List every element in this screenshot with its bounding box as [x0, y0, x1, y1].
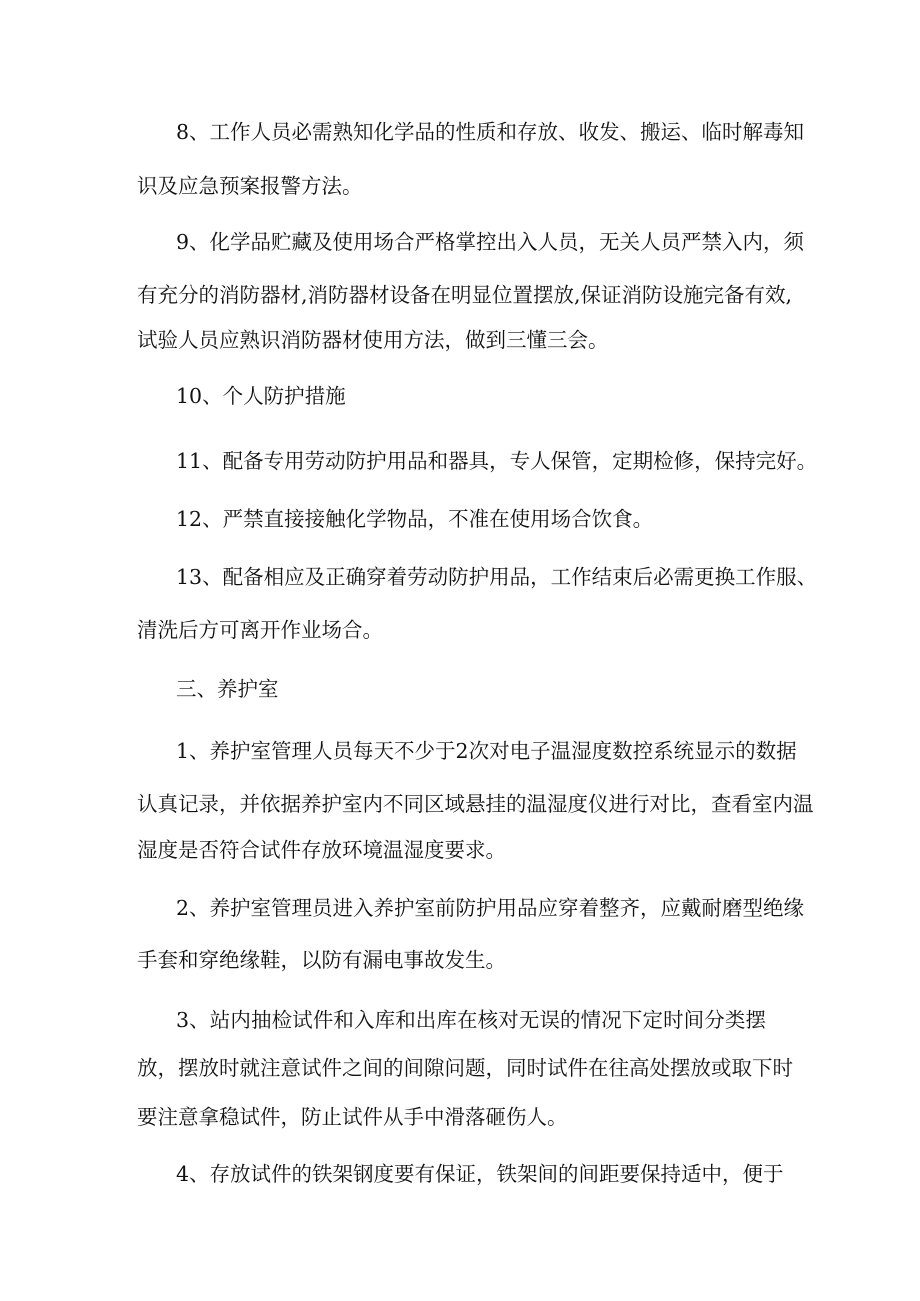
text-line: 8、工作人员必需熟知化学品的性质和存放、收发、搬运、临时解毒知 — [176, 120, 805, 144]
text-line: 湿度是否符合试件存放环境温湿度要求。 — [137, 838, 506, 862]
text-line: 清洗后方可离开作业场合。 — [137, 618, 383, 642]
text-line: 识及应急预案报警方法。 — [137, 174, 363, 198]
text-line: 有充分的消防器材,消防器材设备在明显位置摆放,保证消防设施完备有效, — [137, 283, 793, 307]
section-title: 三、养护室 — [176, 677, 279, 701]
text-line: 3、站内抽检试件和入库和出库在核对无误的情况下定时间分类摆 — [176, 1008, 766, 1032]
text-line: 试验人员应熟识消防器材使用方法，做到三懂三会。 — [137, 328, 609, 352]
text-line: 放，摆放时就注意试件之间的间隙问题，同时试件在往高处摆放或取下时 — [137, 1056, 793, 1080]
text-line: 要注意拿稳试件，防止试件从手中滑落砸伤人。 — [137, 1105, 568, 1129]
text-line: 12、严禁直接接触化学物品，不准在使用场合饮食。 — [176, 507, 654, 531]
text-line: 手套和穿绝缘鞋，以防有漏电事故发生。 — [137, 948, 506, 972]
text-line: 认真记录，并依据养护室内不同区域悬挂的温湿度仪进行对比，查看室内温 — [137, 792, 814, 816]
text-line: 4、存放试件的铁架钢度要有保证，铁架间的间距要保持适中，便于 — [176, 1162, 784, 1186]
text-line: 11、配备专用劳动防护用品和器具，专人保管，定期检修，保持完好。 — [176, 449, 818, 473]
text-line: 10、个人防护措施 — [176, 384, 346, 408]
text-line: 1、养护室管理人员每天不少于2次对电子温湿度数控系统显示的数据 — [176, 739, 797, 763]
text-line: 13、配备相应及正确穿着劳动防护用品，工作结束后必需更换工作服、 — [176, 565, 818, 589]
text-line: 2、养护室管理员进入养护室前防护用品应穿着整齐，应戴耐磨型绝缘 — [176, 896, 805, 920]
text-line: 9、化学品贮藏及使用场合严格掌控出入人员，无关人员严禁入内，须 — [176, 230, 805, 254]
